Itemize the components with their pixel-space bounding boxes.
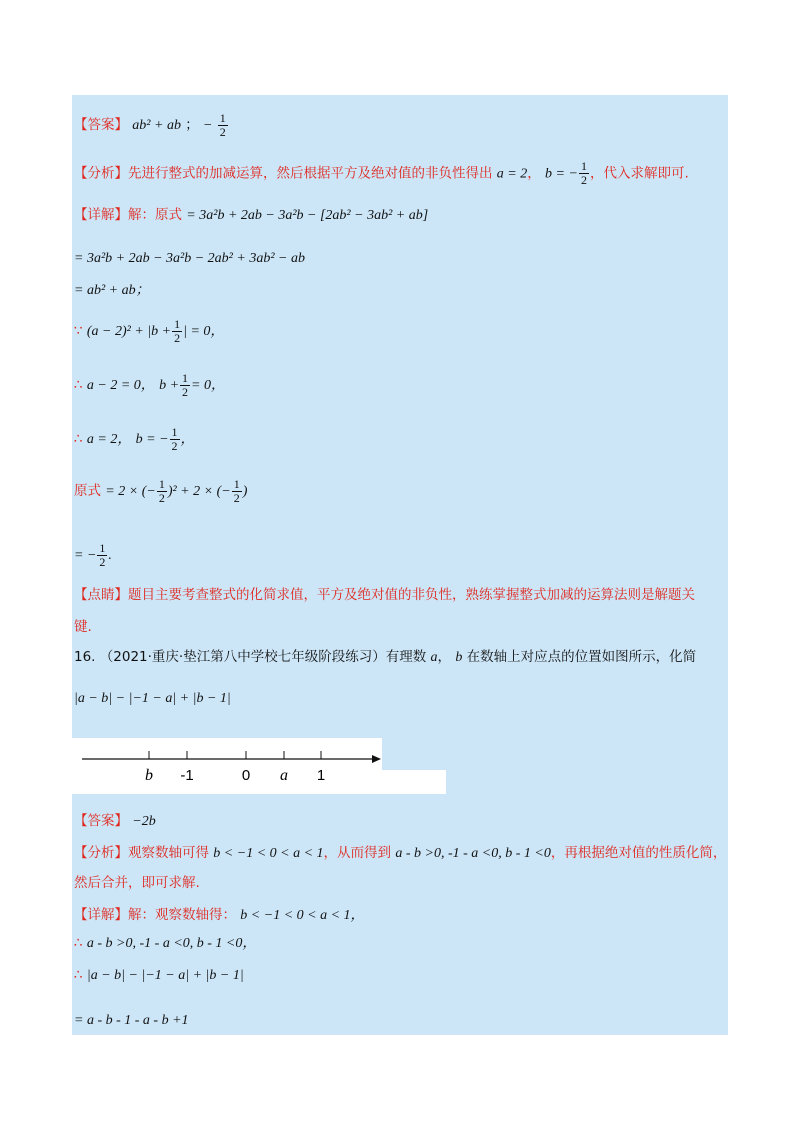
because-line (74, 318, 224, 345)
analysis-line-1 (74, 160, 689, 187)
a-value: a = 2 (496, 166, 528, 182)
analysis-tag: 【分析】 (74, 845, 128, 861)
fraction-denominator: 2 (580, 173, 587, 187)
separator: ； (185, 117, 199, 133)
fraction-numerator: 1 (182, 371, 189, 385)
fraction-denominator: 2 (158, 491, 165, 505)
comment-tag: 【点睛】 (74, 587, 128, 603)
sign-relations: a - b >0, -1 - a <0, b - 1 <0， (86, 936, 257, 951)
therefore-expr-a: a − 2 = 0， (86, 378, 155, 393)
result-expr: = − (74, 548, 97, 563)
var-b: b (455, 650, 463, 665)
step-line-2: = ab² + ab； (74, 283, 150, 298)
analysis-line-2b: 然后合并，即可求解. (74, 875, 200, 891)
label-a: a (280, 767, 288, 784)
inequality: b < −1 < 0 < a < 1 (213, 846, 324, 861)
answer-value: −2b (132, 814, 156, 829)
answer-line-1 (74, 112, 229, 139)
fraction-denominator: 2 (233, 491, 240, 505)
var-a: a (430, 650, 438, 665)
label-neg1: -1 (180, 767, 194, 784)
answer-tag: 【答案】 (74, 813, 128, 829)
fraction-denominator: 2 (182, 385, 189, 399)
arrow-icon (372, 755, 381, 763)
orig-expr-c: ) (242, 484, 248, 499)
therefore-expr-c: = 0， (191, 378, 225, 393)
detail-tag: 【详解】 (74, 907, 128, 923)
comment-line-2: 键. (74, 619, 92, 635)
absolute-expression: |a − b| − |−1 − a| + |b − 1| (86, 968, 244, 983)
question-16 (74, 648, 696, 667)
detail-line-1 (74, 206, 428, 225)
therefore-symbol: ∴ (74, 377, 83, 393)
answer-tag: 【答案】 (74, 117, 128, 133)
label-0: 0 (241, 767, 251, 784)
analysis-line-2 (74, 844, 726, 863)
because-symbol: ∵ (74, 323, 83, 339)
analysis-text: 观察数轴可得 (128, 845, 209, 861)
inequality: b < −1 < 0 < a < 1， (240, 908, 365, 923)
fraction-numerator: 1 (580, 159, 587, 173)
step-line-1: = 3a²b + 2ab − 3a²b − 2ab² + 3ab² − ab (74, 251, 305, 266)
fraction-denominator: 2 (171, 439, 178, 453)
therefore-expr-c: ， (180, 432, 195, 447)
fraction-denominator: 2 (219, 125, 226, 139)
because-fraction (172, 318, 182, 345)
therefore-fraction (180, 372, 190, 399)
fraction-numerator: 1 (171, 425, 178, 439)
analysis-text-2: ，从而得到 (323, 845, 392, 861)
comma: ， (437, 649, 452, 665)
fraction-numerator: 1 (219, 111, 226, 125)
answer-value-sign: − (203, 118, 213, 133)
orig-expr-b: )² + 2 × (− (167, 484, 231, 499)
therefore-expr-b: b = − (135, 432, 169, 447)
fraction-numerator: 1 (99, 541, 106, 555)
orig-fraction-1 (157, 478, 167, 505)
orig-fraction-2 (232, 478, 242, 505)
fraction-denominator: 2 (99, 555, 106, 569)
therefore-expr-b: b + (159, 378, 180, 393)
answer-expr: ab² + ab (132, 118, 181, 133)
answer-value-fraction (218, 112, 228, 139)
comment-line-1 (74, 586, 695, 604)
analysis-text-3: ，再根据绝对值的性质化简， (550, 845, 727, 861)
original-lead: 原式 (74, 483, 101, 499)
label-b: b (145, 767, 153, 784)
original-expression-line (74, 478, 247, 505)
question-number: 16. (74, 649, 96, 665)
b-fraction (579, 160, 589, 187)
detail-line-2 (74, 906, 365, 925)
detail-lead: 解：原式 (128, 207, 182, 223)
result-fraction (97, 542, 107, 569)
therefore-line-1 (74, 372, 225, 399)
b-value: b = − (545, 166, 578, 182)
fraction-numerator: 1 (233, 477, 240, 491)
result-line (74, 542, 112, 569)
number-line-background-ext (382, 770, 446, 794)
detail-expr: = 3a²b + 2ab − 3a²b − [2ab² − 3ab² + ab] (186, 208, 429, 223)
because-expr-b: | = 0， (183, 324, 225, 339)
comment-text: 题目主要考查整式的化简求值，平方及绝对值的非负性，熟练掌握整式加减的运算法则是解题关 (128, 587, 695, 603)
question-text: 在数轴上对应点的位置如图所示，化简 (466, 649, 697, 665)
question-source: （2021·重庆·垫江第八中学校七年级阶段练习）有理数 (99, 649, 427, 665)
last-step-line: = a - b - 1 - a - b +1 (74, 1013, 189, 1028)
orig-expr-a: = 2 × (− (105, 484, 156, 499)
comma: ， (527, 165, 541, 182)
therefore-symbol: ∴ (74, 967, 83, 983)
analysis-tag: 【分析】 (74, 165, 128, 182)
therefore-fraction (170, 426, 180, 453)
therefore-symbol: ∴ (74, 431, 83, 447)
fraction-numerator: 1 (174, 317, 181, 331)
detail-tag: 【详解】 (74, 207, 128, 223)
detail-lead: 解：观察数轴得： (128, 907, 236, 923)
solution-panel (72, 95, 728, 1035)
sign-relations: a - b >0, -1 - a <0, b - 1 <0 (395, 846, 551, 861)
therefore-symbol: ∴ (74, 935, 83, 951)
answer-line-2 (74, 812, 156, 831)
label-1: 1 (316, 767, 326, 784)
number-line (72, 738, 382, 794)
therefore-line-4 (74, 966, 244, 985)
because-expr-a: (a − 2)² + |b + (86, 324, 172, 339)
fraction-denominator: 2 (174, 331, 181, 345)
question-expression: |a − b| − |−1 − a| + |b − 1| (74, 691, 231, 706)
therefore-line-2 (74, 426, 195, 453)
fraction-numerator: 1 (158, 477, 165, 491)
therefore-expr-a: a = 2， (86, 432, 132, 447)
analysis-tail: ，代入求解即可. (589, 165, 689, 182)
therefore-line-3 (74, 934, 256, 953)
analysis-text: 先进行整式的加减运算，然后根据平方及绝对值的非负性得出 (128, 165, 493, 182)
result-end: . (108, 548, 112, 563)
